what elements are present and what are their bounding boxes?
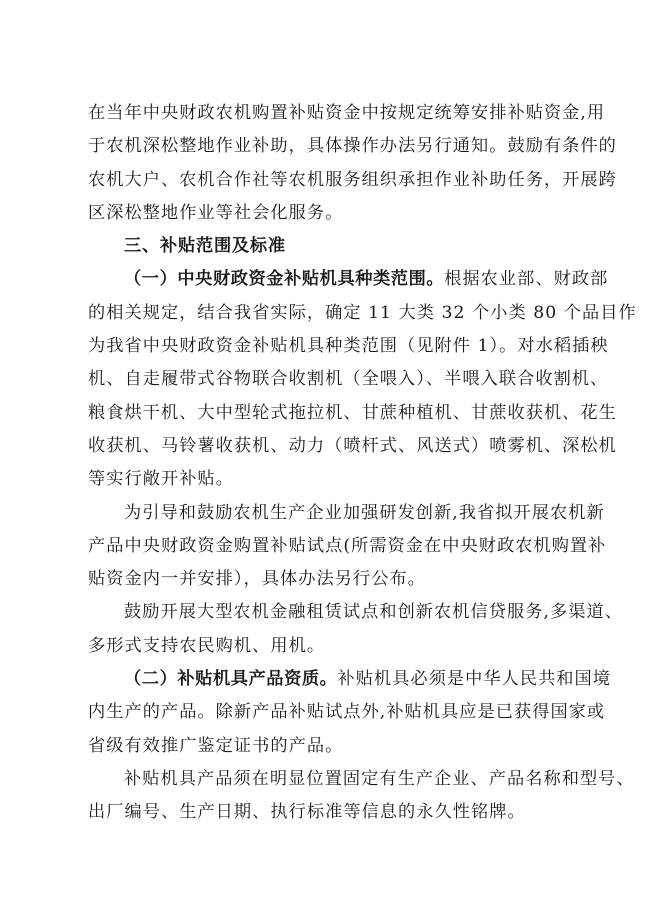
subsection-heading-categories: （一）中央财政资金补贴机具种类范围。 (124, 269, 445, 290)
text-line: 产品中央财政资金购置补贴试点(所需资金在中央财政农机购置补 (88, 535, 607, 556)
text-line: 区深松整地作业等社会化服务。 (88, 202, 344, 223)
text-line (88, 263, 609, 296)
text-line: 粮食烘干机、大中型轮式拖拉机、甘蔗种植机、甘蔗收获机、花生 (88, 402, 617, 423)
paragraph-machinery-categories (88, 263, 637, 496)
document-body (88, 97, 637, 830)
text-line: 贴资金内一并安排），具体办法另行公布。 (88, 569, 426, 590)
text-run: 补贴机具必须是中华人民共和国境 (337, 669, 612, 690)
text-line: 为我省中央财政资金补贴机具种类范围（见附件 1）。对水稻插秧 (88, 336, 609, 357)
text-line: 鼓励开展大型农机金融租赁试点和创新农机信贷服务,多渠道、 (124, 602, 623, 623)
text-line: 的相关规定，结合我省实际，确定 11 大类 32 个小类 80 个品目作 (88, 302, 637, 323)
text-line: 于农机深松整地作业补助，具体操作办法另行通知。鼓励有条件的 (88, 136, 617, 157)
paragraph-deep-tillage-subsidy (88, 97, 617, 230)
text-line: 农机大户、农机合作社等农机服务组织承担作业补助任务，开展跨 (88, 169, 617, 190)
text-line: 补贴机具产品须在明显位置固定有生产企业、产品名称和型号、 (124, 768, 635, 789)
text-run: 根据农业部、财政部 (444, 269, 609, 290)
text-line: 在当年中央财政农机购置补贴资金中按规定统筹安排补贴资金,用 (88, 103, 606, 123)
text-line: 出厂编号、生产日期、执行标准等信息的永久性铭牌。 (88, 802, 526, 823)
paragraph-new-product-pilot (88, 497, 607, 597)
text-line: 机、自走履带式谷物联合收割机（全喂入）、半喂入联合收割机、 (88, 369, 609, 390)
text-line: 等实行敞开补贴。 (88, 469, 234, 490)
paragraph-financial-leasing (88, 596, 623, 663)
text-line: 收获机、马铃薯收获机、动力（喷杆式、风送式）喷雾机、深松机 (88, 435, 617, 456)
subsection-heading-qualification: （二）补贴机具产品资质。 (124, 669, 338, 690)
text-line: 多形式支持农民购机、用机。 (88, 635, 326, 656)
text-line: 省级有效推广鉴定证书的产品。 (88, 735, 344, 756)
text-line: 内生产的产品。除新产品补贴试点外,补贴机具应是已获得国家或 (88, 702, 606, 723)
paragraph-product-qualification (88, 663, 612, 763)
paragraph-nameplate-requirement (88, 763, 635, 830)
section-heading-subsidy-scope: 三、补贴范围及标准 (124, 236, 286, 257)
text-line: 为引导和鼓励农机生产企业加强研发创新,我省拟开展农机新 (124, 502, 605, 523)
text-line (88, 663, 612, 696)
